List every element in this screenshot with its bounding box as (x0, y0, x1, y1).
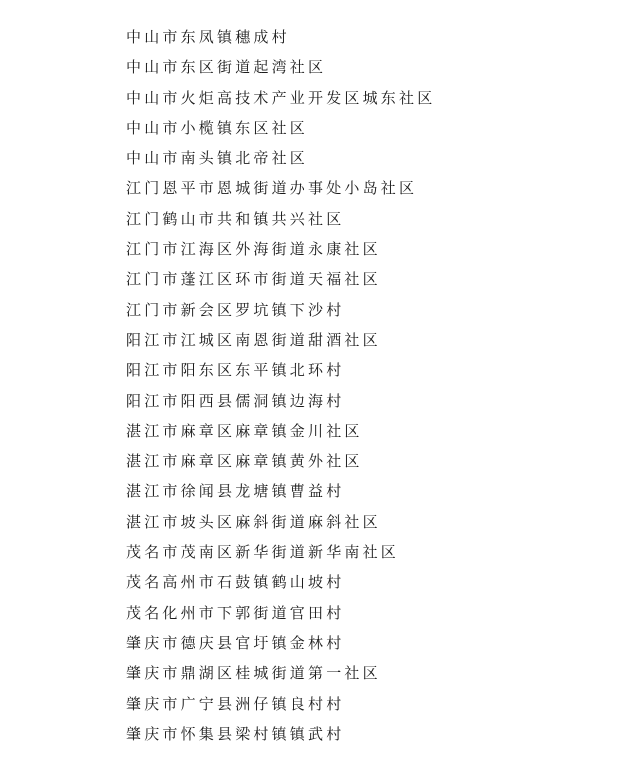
list-item: 肇庆市怀集县梁村镇镇武村 (126, 724, 345, 743)
list-item: 中山市东区街道起湾社区 (126, 58, 327, 77)
list-item: 中山市东凤镇穗成村 (126, 28, 290, 46)
list-item: 阳江市阳东区东平镇北环村 (126, 361, 345, 380)
list-item: 阳江市阳西县儒洞镇边海村 (126, 391, 345, 410)
list-item: 江门鹤山市共和镇共兴社区 (126, 209, 345, 228)
list-item: 湛江市麻章区麻章镇金川社区 (126, 421, 363, 440)
list-item: 茂名高州市石鼓镇鹤山坡村 (126, 573, 345, 592)
list-item: 江门市蓬江区环市街道天福社区 (126, 270, 381, 289)
list-item: 茂名化州市下郭街道官田村 (126, 603, 345, 622)
list-item: 湛江市徐闻县龙塘镇曹益村 (126, 482, 345, 501)
list-item: 江门市江海区外海街道永康社区 (126, 240, 381, 259)
list-item: 肇庆市鼎湖区桂城街道第一社区 (126, 664, 381, 683)
list-item: 江门恩平市恩城街道办事处小岛社区 (126, 179, 418, 198)
community-list (126, 22, 626, 749)
list-item: 湛江市坡头区麻斜街道麻斜社区 (126, 512, 381, 531)
list-item: 中山市南头镇北帝社区 (126, 149, 309, 168)
list-item: 湛江市麻章区麻章镇黄外社区 (126, 452, 363, 471)
list-item: 中山市火炬高技术产业开发区城东社区 (126, 88, 436, 107)
list-item: 肇庆市德庆县官圩镇金林村 (126, 633, 345, 652)
list-item: 茂名市茂南区新华街道新华南社区 (126, 543, 400, 562)
list-item: 江门市新会区罗坑镇下沙村 (126, 300, 345, 319)
list-item: 中山市小榄镇东区社区 (126, 118, 309, 137)
list-item: 肇庆市广宁县洲仔镇良村村 (126, 694, 345, 713)
list-item: 阳江市江城区南恩街道甜酒社区 (126, 330, 381, 349)
